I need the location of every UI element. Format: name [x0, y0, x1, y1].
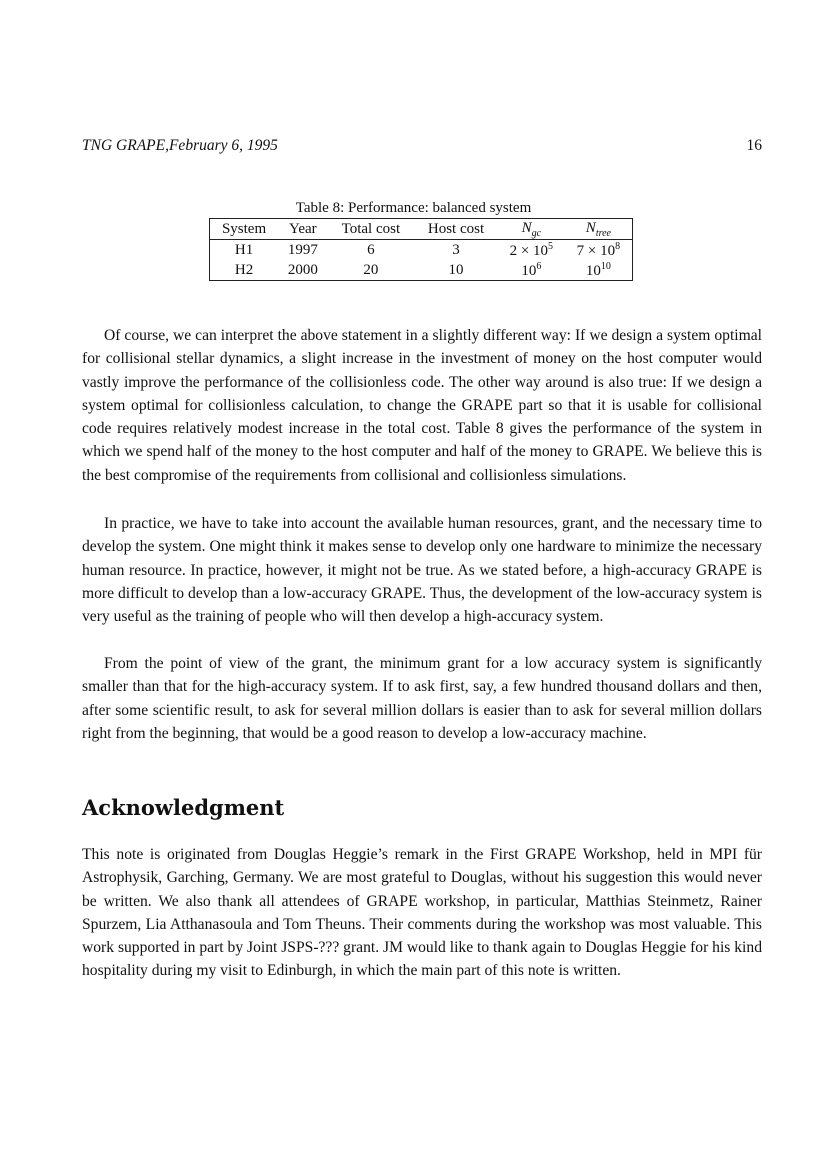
- ngc-subscript: gc: [531, 227, 542, 239]
- cell-system: H2: [234, 261, 254, 278]
- table-row: [210, 260, 633, 281]
- running-title: TNG GRAPE,February 6, 1995: [82, 137, 278, 154]
- section-heading-acknowledgment: Acknowledgment: [82, 795, 285, 820]
- column-header-ntree: [565, 219, 633, 240]
- ntree-symbol: N: [585, 219, 596, 236]
- column-header-ngc: [498, 219, 565, 240]
- paragraph-human-resources: [82, 512, 762, 628]
- ntree-base: 10: [585, 262, 601, 279]
- cell-host-cost: 3: [452, 241, 460, 258]
- ntree-base: 7 × 10: [576, 242, 616, 259]
- column-header-total-cost: Total cost: [341, 220, 401, 237]
- acknowledgment-body: [82, 843, 762, 983]
- ngc-exponent: 6: [536, 260, 542, 272]
- performance-table: [209, 218, 633, 281]
- cell-host-cost: 10: [448, 261, 464, 278]
- ngc-exponent: 5: [548, 240, 554, 252]
- paragraph-interpretation: [82, 324, 762, 487]
- ngc-symbol: N: [521, 219, 532, 236]
- table-header-row: [210, 219, 633, 240]
- table-row: [210, 240, 633, 261]
- column-header-host-cost: Host cost: [427, 220, 485, 237]
- cell-year: 2000: [287, 261, 318, 278]
- paragraph-grant: [82, 652, 762, 745]
- cell-year: 1997: [287, 241, 318, 258]
- ntree-exponent: 8: [615, 240, 621, 252]
- ngc-base: 2 × 10: [509, 242, 549, 259]
- table-caption: Table 8: Performance: balanced system: [295, 200, 532, 216]
- page-number: 16: [746, 137, 762, 154]
- cell-total-cost: 6: [367, 241, 375, 258]
- paragraph-text: This note is originated from Douglas Heggie’s remark in the First GRAPE Workshop, held in MPI für Astrophysik, Garching, Germany. We are most grateful to Douglas, without his suggestion this would never be written. We also thank all attendees of GRAPE workshop, in particular, Matthias Steinmetz, Rainer Spurzem, Lia Atthanasoula and Tom Theuns. Their comments during the workshop was most valuable. This work supported in part by Joint JSPS-??? grant. JM would like to thank again to Douglas Heggie for his kind hospitality during my visit to Edinburgh, in which the main part of this note is written.: [82, 846, 762, 980]
- ntree-exponent: 10: [600, 260, 611, 272]
- ngc-base: 10: [521, 262, 537, 279]
- cell-ntree: [565, 260, 633, 281]
- column-header-system: System: [221, 220, 267, 237]
- paragraph-text: In practice, we have to take into account the available human resources, grant, and the necessary time to develop the system. One might think it makes sense to develop only one hardware to minimize the necessary human resource. In practice, however, it might not be true. As we stated before, a high-accuracy GRAPE is more difficult to develop than a low-accuracy GRAPE. Thus, the development of the low-accuracy system is very useful as the training of people who will then develop a high-accuracy system.: [82, 515, 762, 626]
- running-header: [82, 137, 762, 157]
- column-header-year: Year: [289, 220, 317, 237]
- paragraph-text: From the point of view of the grant, the minimum grant for a low accuracy system is significantly smaller than that for the high-accuracy system. If to ask first, say, a few hundred thousand dollars and then, after some scientific result, to ask for several million dollars is easier than to ask for several million dollars right from the beginning, that would be a good reason to develop a low-accuracy machine.: [82, 655, 762, 742]
- cell-ngc: [498, 260, 565, 281]
- cell-ngc: [498, 240, 565, 261]
- cell-total-cost: 20: [363, 261, 379, 278]
- cell-ntree: [565, 240, 633, 261]
- ntree-subscript: tree: [595, 227, 611, 239]
- paragraph-text: Of course, we can interpret the above statement in a slightly different way: If we design a system optimal for collisional stellar dynamics, a slight increase in the investment of money on the host computer would vastly improve the performance of the collisionless code. The other way around is also true: If we design a system optimal for collisionless calculation, to change the GRAPE part so that it is usable for collisional code requires relatively modest increase in the total cost. Table 8 gives the performance of the system in which we spend half of the money to the host computer and half of the money to GRAPE. We believe this is the best compromise of the requirements from collisional and collisionless simulations.: [82, 327, 762, 484]
- cell-system: H1: [234, 241, 254, 258]
